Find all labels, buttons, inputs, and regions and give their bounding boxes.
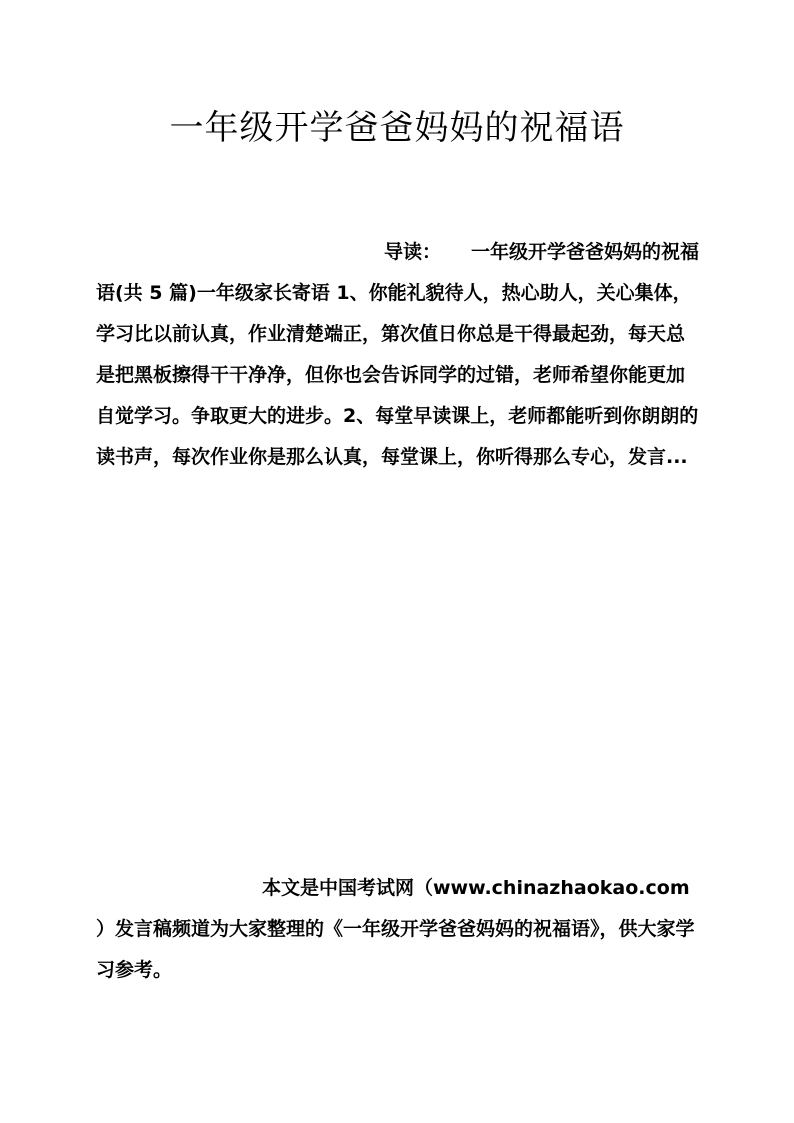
summary-label: 导读： xyxy=(384,241,442,263)
summary-text: 一年级开学爸爸妈妈的祝福语(共 5 篇)一年级家长寄语 1、你能礼貌待人，热心助人，关心集体，学习比以前认真，作业清楚端正，第次值日你总是干得最起劲，每天总是把黑板擦得干干净净，但你也会告诉同学的过错，老师希望你能更加自觉学习。争取更大的进步。2、每堂早读课上，老师都能听到你朗朗的读书声，每次作业你是那么认真，每堂课上，你听得那么专心，发言... xyxy=(96,241,700,468)
footer-note xyxy=(96,868,696,991)
page-title: 一年级开学爸爸妈妈的祝福语 xyxy=(169,108,625,148)
summary-paragraph xyxy=(96,232,700,478)
footer-text: 本文是中国考试网（www.chinazhaokao.com ）发言稿频道为大家整理的《一年级开学爸爸妈妈的祝福语》，供大家学习参考。 xyxy=(96,877,695,981)
